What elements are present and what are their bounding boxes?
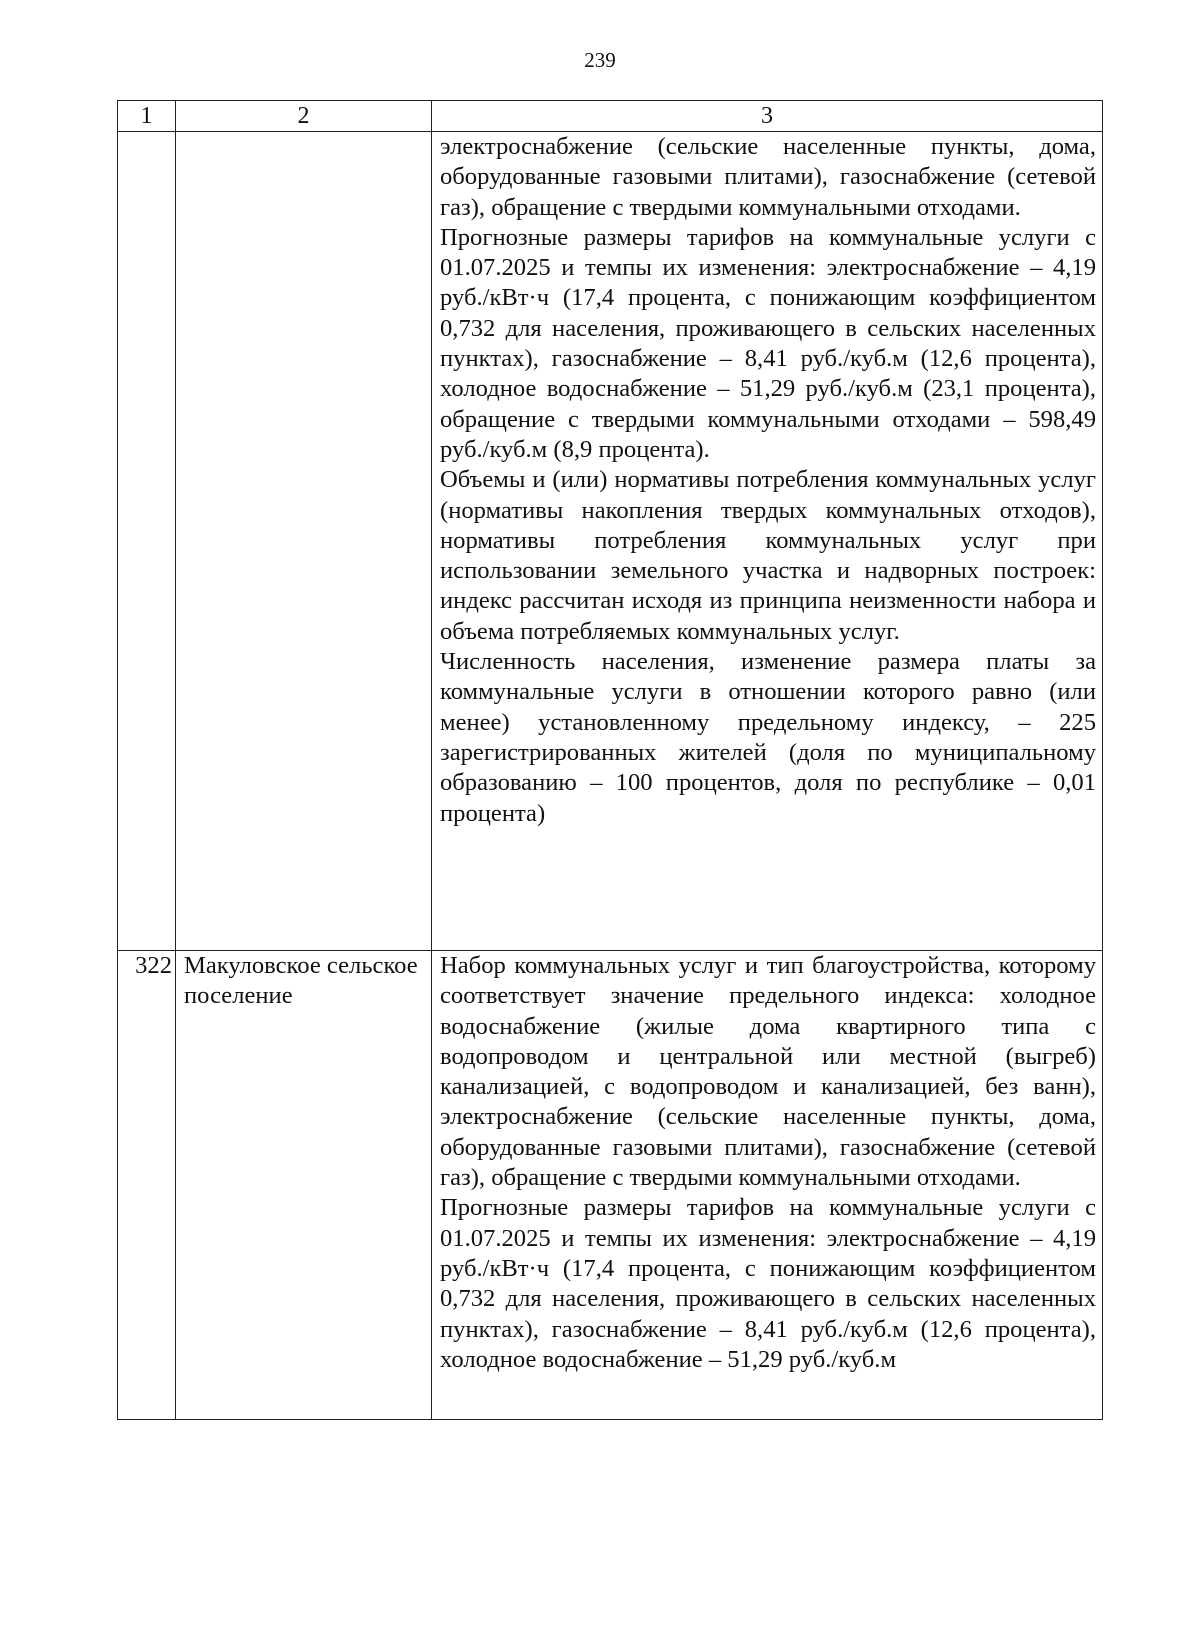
description-cell xyxy=(432,132,1103,951)
description-paragraph: Прогнозные размеры тарифов на коммунальные услуги с 01.07.2025 и темпы их изменения: электроснабжение – 4,19 руб./кВт·ч (17,4 процента, с понижающим коэффициентом 0,732 для населения, проживающего в сельских населенных пунктах), газоснабжение – 8,41 руб./куб.м (12,6 процента), холодное водоснабжение – 51,29 руб./куб.м xyxy=(440,1194,1096,1373)
description-cell xyxy=(432,951,1103,1420)
settlement-name xyxy=(176,132,432,951)
tariff-table xyxy=(117,100,1103,1420)
row-number xyxy=(118,132,176,951)
column-header-2: 2 xyxy=(176,101,432,132)
table-row xyxy=(118,132,1103,951)
description-paragraph: электроснабжение (сельские населенные пункты, дома, оборудованные газовыми плитами), газоснабжение (сетевой газ), обращение с твердыми коммунальными отходами. xyxy=(440,133,1096,221)
column-header-1: 1 xyxy=(118,101,176,132)
page-number: 239 xyxy=(584,48,616,72)
description-paragraph: Объемы и (или) нормативы потребления коммунальных услуг (нормативы накопления твердых коммунальных отходов), нормативы потребления коммунальных услуг при использовании земельного участка и надворных построек: индекс рассчитан исходя из принципа неизменности набора и объема потребляемых коммунальных услуг. xyxy=(440,466,1096,645)
row-number: 322 xyxy=(118,951,176,1420)
settlement-name: Макуловское сельское поселение xyxy=(176,951,432,1420)
column-header-3: 3 xyxy=(432,101,1103,132)
table-header-row xyxy=(118,101,1103,132)
description-paragraph: Численность населения, изменение размера платы за коммунальные услуги в отношении которого равно (или менее) установленному предельному индексу, – 225 зарегистрированных жителей (доля по муниципальному образованию – 100 процентов, доля по республике – 0,01 процента) xyxy=(440,648,1096,827)
description-paragraph: Прогнозные размеры тарифов на коммунальные услуги с 01.07.2025 и темпы их изменения: электроснабжение – 4,19 руб./кВт·ч (17,4 процента, с понижающим коэффициентом 0,732 для населения, проживающего в сельских населенных пунктах), газоснабжение – 8,41 руб./куб.м (12,6 процента), холодное водоснабжение – 51,29 руб./куб.м (23,1 процента), обращение с твердыми коммунальными отходами – 598,49 руб./куб.м (8,9 процента). xyxy=(440,223,1096,463)
table-row xyxy=(118,951,1103,1420)
description-paragraph: Набор коммунальных услуг и тип благоустройства, которому соответствует значение предельного индекса: холодное водоснабжение (жилые дома квартирного типа с водопроводом и центральной или местной (выгреб) канализацией, с водопроводом и канализацией, без ванн), электроснабжение (сельские населенные пункты, дома, оборудованные газовыми плитами), газоснабжение (сетевой газ), обращение с твердыми коммунальными отходами. xyxy=(440,952,1096,1192)
